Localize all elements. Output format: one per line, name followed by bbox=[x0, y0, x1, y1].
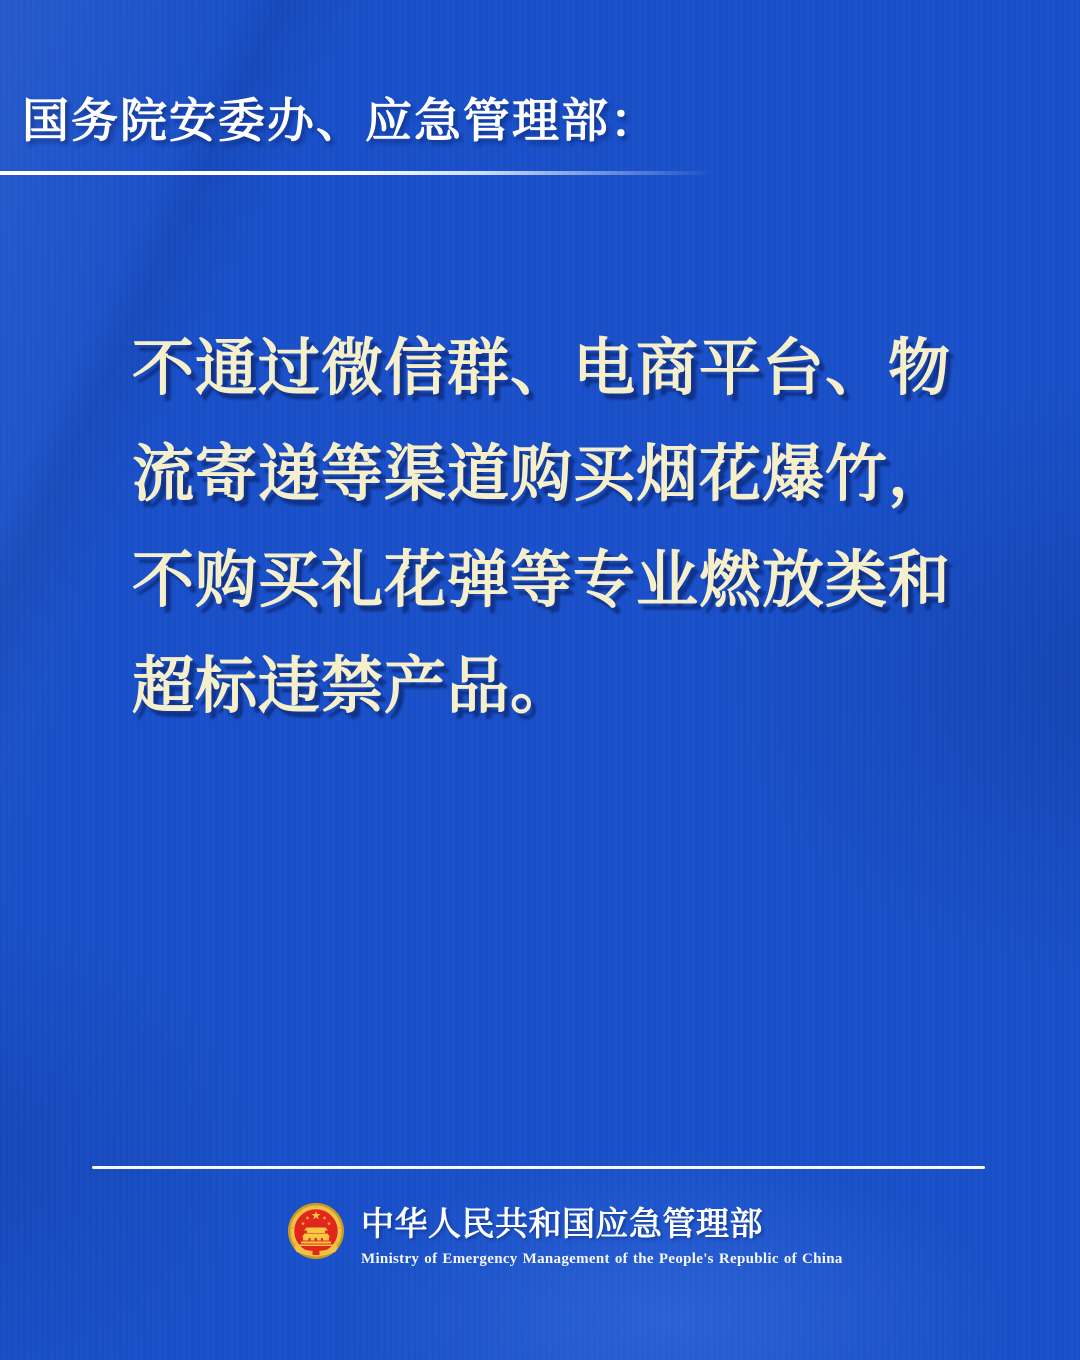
notice-text-block bbox=[132, 316, 1032, 740]
notice-line: 不购买礼花弹等专业燃放类和 bbox=[132, 546, 952, 615]
ministry-name-block bbox=[361, 1198, 843, 1268]
header-divider bbox=[0, 171, 712, 175]
ministry-brand bbox=[286, 1198, 843, 1268]
notice-line: 超标违禁产品。 bbox=[132, 652, 574, 721]
china-national-emblem-icon bbox=[286, 1200, 346, 1267]
header-title: 国务院安委办、应急管理部： bbox=[22, 94, 659, 147]
notice-line: 流寄递等渠道购买烟花爆竹， bbox=[132, 440, 952, 509]
notice-line: 不通过微信群、电商平台、物 bbox=[132, 334, 952, 403]
ministry-name-cn: 中华人民共和国应急管理部 bbox=[361, 1205, 763, 1242]
ministry-name-en: Ministry of Emergency Management of the People's Republic of China bbox=[361, 1251, 843, 1267]
footer-divider bbox=[92, 1166, 985, 1169]
